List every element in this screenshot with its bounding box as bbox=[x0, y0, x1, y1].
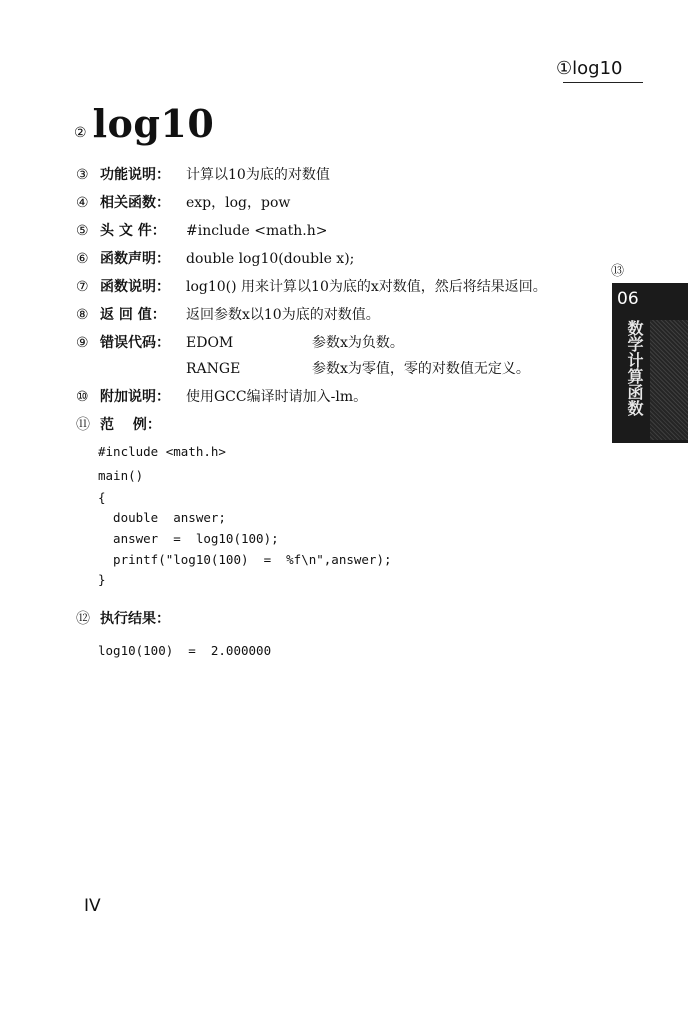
row-label: 返 回 值： bbox=[100, 307, 166, 323]
row-value: log10() 用来计算以10为底的x对数值，然后将结果返回。 bbox=[186, 279, 547, 295]
function-title bbox=[74, 101, 214, 146]
side-tab-number: 06 bbox=[617, 289, 639, 309]
row-error-codes-2 bbox=[186, 358, 530, 378]
code-line: #include <math.h> bbox=[98, 444, 226, 459]
row-marker: ⑤ bbox=[76, 223, 89, 239]
row-label: 头 文 件： bbox=[100, 223, 166, 239]
error-entry bbox=[186, 332, 404, 352]
row-value: exp，log，pow bbox=[186, 195, 291, 211]
code-line: printf("log10(100) = %f\n",answer); bbox=[98, 552, 392, 567]
error-desc: 参数x为负数。 bbox=[312, 335, 404, 351]
row-value: 返回参数x以10为底的对数值。 bbox=[186, 307, 380, 323]
row-marker: ⑪ bbox=[76, 417, 90, 433]
code-line: answer = log10(100); bbox=[98, 531, 279, 546]
code-line: main() bbox=[98, 468, 144, 483]
row-value: 使用GCC编译时请加入-lm。 bbox=[186, 389, 368, 405]
side-tab-texture bbox=[650, 320, 688, 440]
row-marker: ③ bbox=[76, 167, 89, 183]
row-label: 功能说明： bbox=[100, 167, 170, 183]
function-name: log10 bbox=[92, 101, 215, 146]
row-description bbox=[76, 164, 330, 184]
header-title: log10 bbox=[572, 58, 623, 79]
code-line: } bbox=[98, 572, 106, 587]
tab-marker: ⑬ bbox=[611, 264, 625, 279]
row-header-file bbox=[76, 220, 327, 240]
code-line: { bbox=[98, 490, 106, 505]
row-label: 函数声明： bbox=[100, 251, 170, 267]
header-marker: ① bbox=[556, 58, 573, 79]
error-code: RANGE bbox=[186, 361, 241, 377]
running-header bbox=[556, 58, 622, 79]
row-marker: ⑥ bbox=[76, 251, 89, 267]
row-marker: ⑧ bbox=[76, 307, 89, 323]
row-error-codes bbox=[76, 332, 404, 352]
row-example bbox=[76, 414, 186, 434]
row-additional-note bbox=[76, 386, 367, 406]
row-value: 计算以10为底的对数值 bbox=[186, 167, 330, 183]
row-label: 执行结果： bbox=[100, 611, 170, 627]
row-label: 附加说明： bbox=[100, 389, 170, 405]
row-marker: ⑩ bbox=[76, 389, 89, 405]
row-marker: ⑨ bbox=[76, 335, 89, 351]
result-output: log10(100) = 2.000000 bbox=[98, 643, 272, 658]
error-desc: 参数x为零值，零的对数值无定义。 bbox=[312, 361, 530, 377]
row-label: 错误代码： bbox=[100, 335, 170, 351]
page-number: IV bbox=[84, 896, 101, 916]
row-result bbox=[76, 608, 184, 628]
row-label: 范 例： bbox=[100, 417, 161, 433]
row-related bbox=[76, 192, 290, 212]
error-code: EDOM bbox=[186, 335, 234, 351]
error-entry bbox=[186, 358, 530, 378]
row-declaration bbox=[76, 248, 354, 268]
row-function-note bbox=[76, 276, 547, 296]
row-label: 函数说明： bbox=[100, 279, 170, 295]
title-marker: ② bbox=[74, 125, 87, 141]
row-value: #include <math.h> bbox=[186, 223, 328, 239]
row-marker: ⑫ bbox=[76, 611, 90, 627]
code-line: double answer; bbox=[98, 510, 226, 525]
row-label: 相关函数： bbox=[100, 195, 170, 211]
row-marker: ④ bbox=[76, 195, 89, 211]
row-return-value bbox=[76, 304, 380, 324]
row-value: double log10(double x); bbox=[186, 251, 355, 267]
side-tab-text: 数学计算函数 bbox=[625, 320, 644, 416]
header-rule bbox=[563, 82, 643, 83]
row-marker: ⑦ bbox=[76, 279, 89, 295]
